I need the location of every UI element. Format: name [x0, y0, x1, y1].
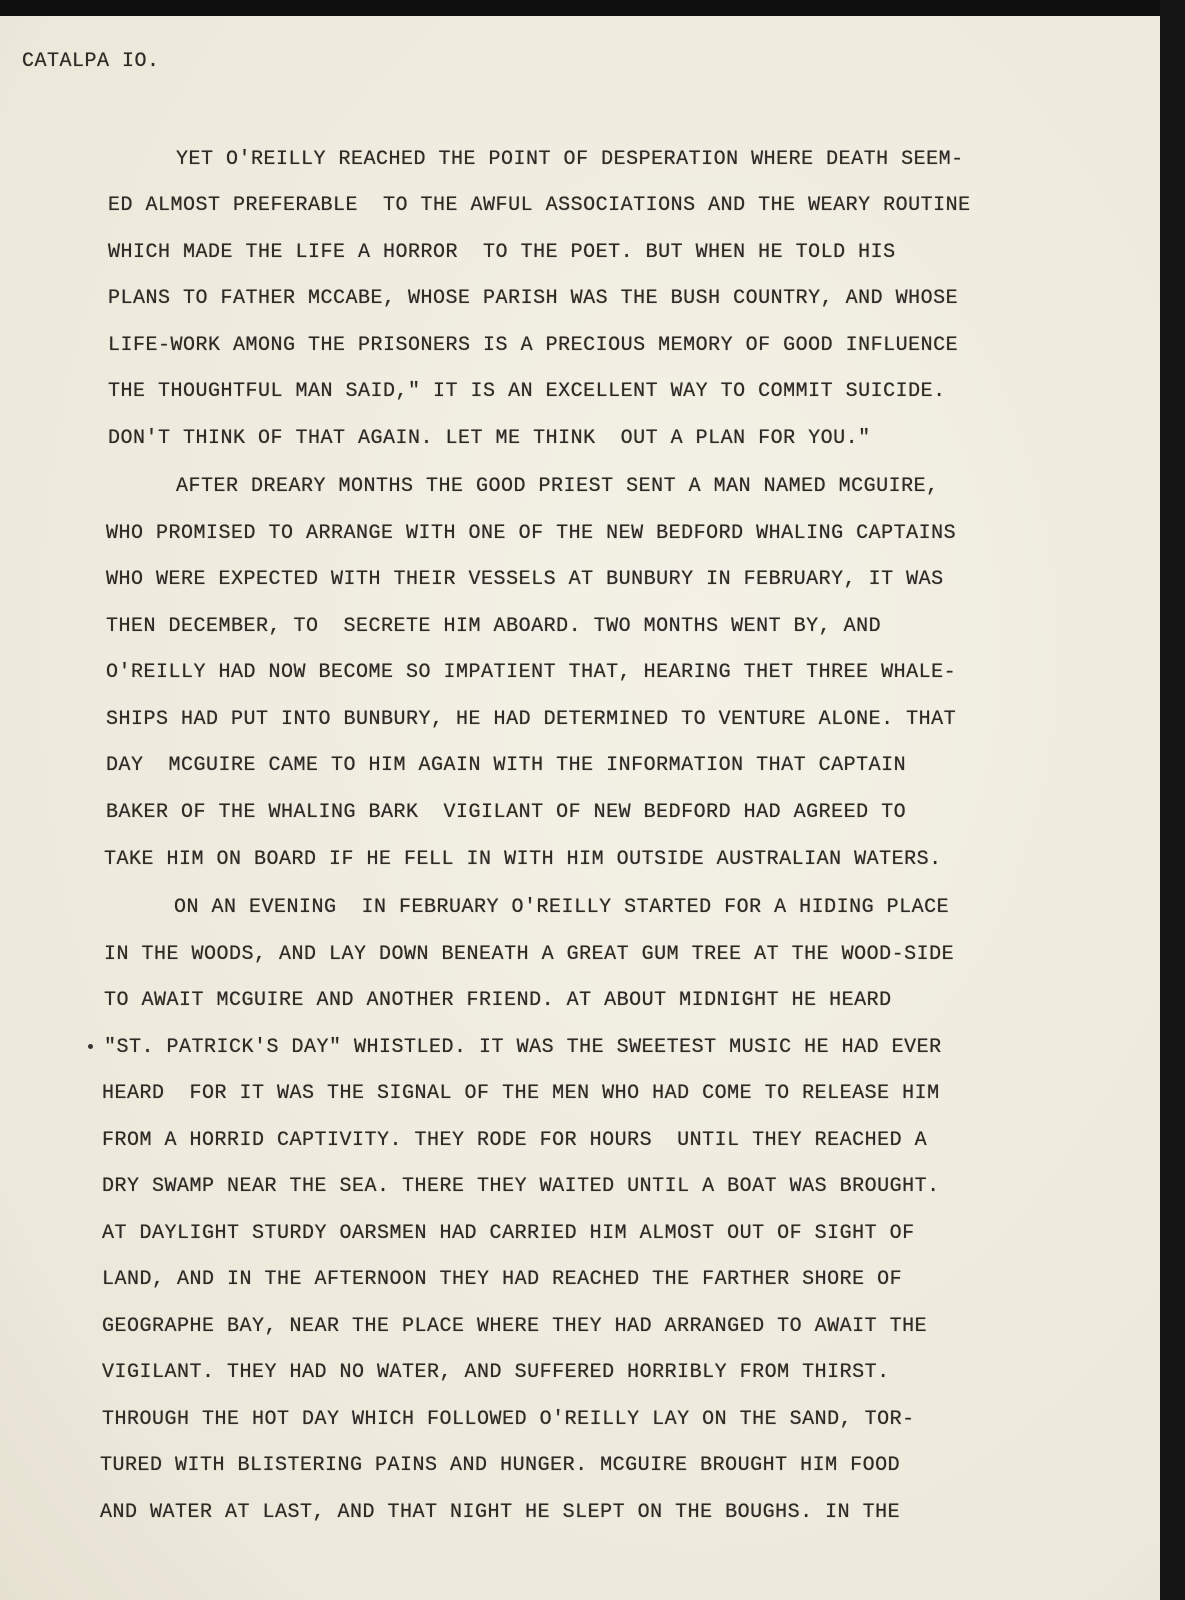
- text-line: SHIPS HAD PUT INTO BUNBURY, HE HAD DETERMINED TO VENTURE ALONE. THAT: [106, 708, 957, 731]
- text-line: DON'T THINK OF THAT AGAIN. LET ME THINK OUT A PLAN FOR YOU.": [108, 427, 871, 450]
- text-line: THE THOUGHTFUL MAN SAID," IT IS AN EXCELLENT WAY TO COMMIT SUICIDE.: [108, 380, 946, 403]
- text-line: AT DAYLIGHT STURDY OARSMEN HAD CARRIED HIM ALMOST OUT OF SIGHT OF: [102, 1222, 915, 1245]
- text-line: AFTER DREARY MONTHS THE GOOD PRIEST SENT A MAN NAMED MCGUIRE,: [176, 475, 939, 498]
- text-line: DRY SWAMP NEAR THE SEA. THERE THEY WAITED UNTIL A BOAT WAS BROUGHT.: [102, 1175, 940, 1198]
- text-line: "ST. PATRICK'S DAY" WHISTLED. IT WAS THE SWEETEST MUSIC HE HAD EVER: [104, 1036, 942, 1059]
- text-line: BAKER OF THE WHALING BARK VIGILANT OF NEW BEDFORD HAD AGREED TO: [106, 801, 907, 824]
- page-header: CATALPA IO.: [22, 50, 160, 73]
- typed-body: [0, 16, 1160, 1600]
- text-line: IN THE WOODS, AND LAY DOWN BENEATH A GREAT GUM TREE AT THE WOOD-SIDE: [104, 943, 955, 966]
- text-line: AND WATER AT LAST, AND THAT NIGHT HE SLEPT ON THE BOUGHS. IN THE: [100, 1501, 901, 1524]
- scan-border-top: [0, 0, 1185, 16]
- text-line: THEN DECEMBER, TO SECRETE HIM ABOARD. TWO MONTHS WENT BY, AND: [106, 615, 882, 638]
- text-line: GEOGRAPHE BAY, NEAR THE PLACE WHERE THEY HAD ARRANGED TO AWAIT THE: [102, 1315, 928, 1338]
- text-line: WHO PROMISED TO ARRANGE WITH ONE OF THE NEW BEDFORD WHALING CAPTAINS: [106, 522, 957, 545]
- text-line: O'REILLY HAD NOW BECOME SO IMPATIENT THAT, HEARING THET THREE WHALE-: [106, 661, 957, 684]
- text-line: ED ALMOST PREFERABLE TO THE AWFUL ASSOCIATIONS AND THE WEARY ROUTINE: [108, 194, 971, 217]
- text-line: LAND, AND IN THE AFTERNOON THEY HAD REACHED THE FARTHER SHORE OF: [102, 1268, 903, 1291]
- text-line: PLANS TO FATHER MCCABE, WHOSE PARISH WAS THE BUSH COUNTRY, AND WHOSE: [108, 287, 959, 310]
- text-line: FROM A HORRID CAPTIVITY. THEY RODE FOR HOURS UNTIL THEY REACHED A: [102, 1129, 928, 1152]
- text-line: WHO WERE EXPECTED WITH THEIR VESSELS AT BUNBURY IN FEBRUARY, IT WAS: [106, 568, 944, 591]
- text-line: YET O'REILLY REACHED THE POINT OF DESPERATION WHERE DEATH SEEM-: [176, 148, 964, 171]
- text-line: VIGILANT. THEY HAD NO WATER, AND SUFFERED HORRIBLY FROM THIRST.: [102, 1361, 890, 1384]
- text-line: WHICH MADE THE LIFE A HORROR TO THE POET. BUT WHEN HE TOLD HIS: [108, 241, 896, 264]
- text-line: THROUGH THE HOT DAY WHICH FOLLOWED O'REILLY LAY ON THE SAND, TOR-: [102, 1408, 915, 1431]
- text-line: LIFE-WORK AMONG THE PRISONERS IS A PRECIOUS MEMORY OF GOOD INFLUENCE: [108, 334, 959, 357]
- text-line: TAKE HIM ON BOARD IF HE FELL IN WITH HIM OUTSIDE AUSTRALIAN WATERS.: [104, 848, 942, 871]
- text-line: ON AN EVENING IN FEBRUARY O'REILLY STARTED FOR A HIDING PLACE: [174, 896, 950, 919]
- scan-border-right: [1160, 0, 1185, 1600]
- text-line: TO AWAIT MCGUIRE AND ANOTHER FRIEND. AT ABOUT MIDNIGHT HE HEARD: [104, 989, 892, 1012]
- text-line: TURED WITH BLISTERING PAINS AND HUNGER. MCGUIRE BROUGHT HIM FOOD: [100, 1454, 901, 1477]
- text-line: DAY MCGUIRE CAME TO HIM AGAIN WITH THE INFORMATION THAT CAPTAIN: [106, 754, 907, 777]
- text-line: HEARD FOR IT WAS THE SIGNAL OF THE MEN WHO HAD COME TO RELEASE HIM: [102, 1082, 940, 1105]
- typed-page: [0, 16, 1160, 1600]
- margin-mark: [88, 1044, 93, 1049]
